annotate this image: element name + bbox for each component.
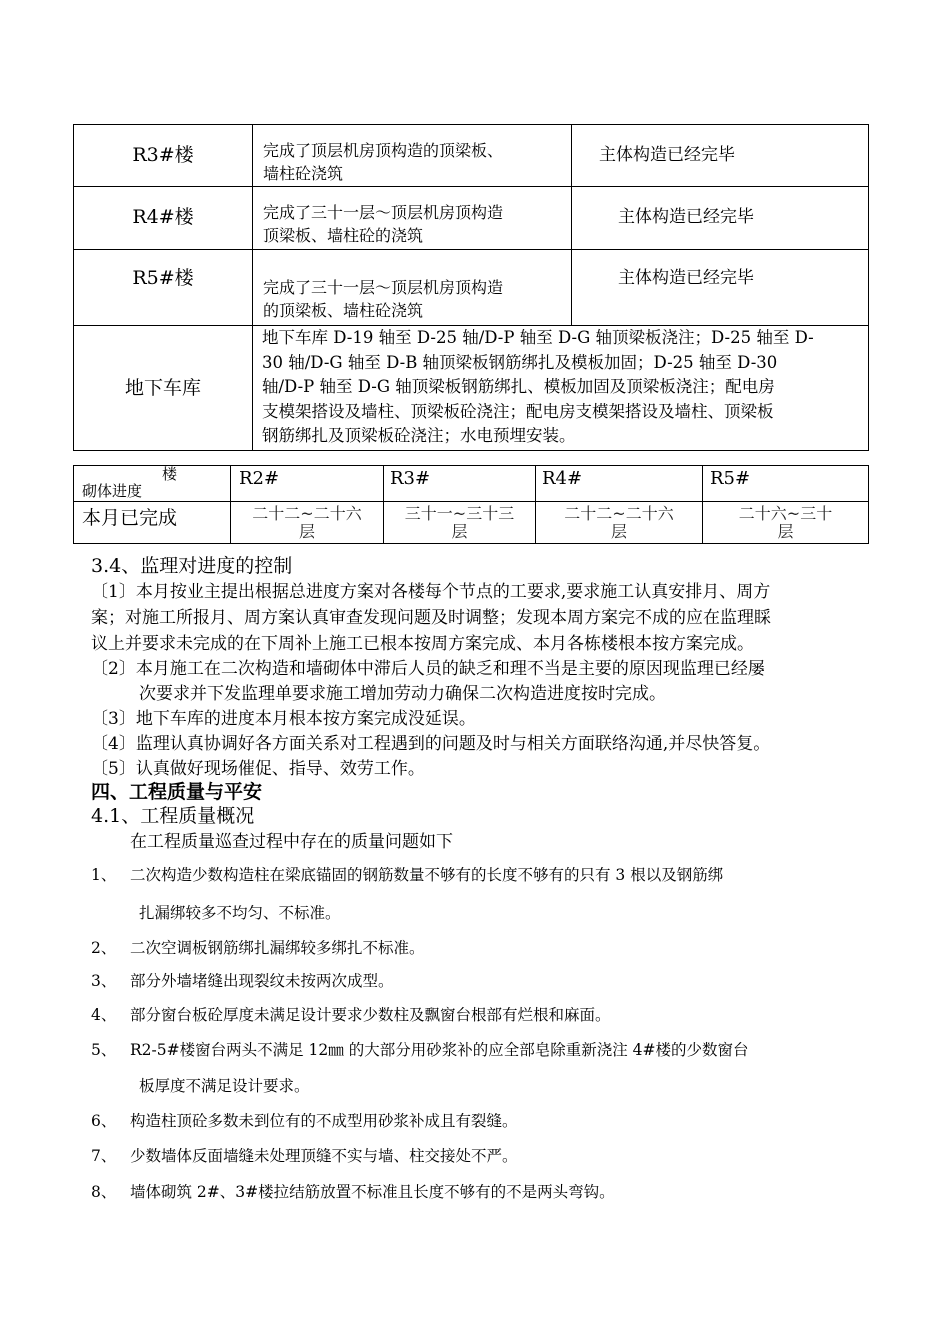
issue-line: 墙体砌筑 2#、3#楼拉结筋放置不标准且长度不够有的不是两头弯钩。 [130, 1183, 615, 1201]
issue-number: 3、 [91, 972, 117, 990]
issue-line: 部分窗台板砼厚度未满足设计要求少数柱及飘窗台根部有烂根和麻面。 [130, 1006, 611, 1024]
garage-line: 轴/D-P 轴至 D-G 轴顶梁板钢筋绑扎、模板加固及顶梁板浇注；配电房 [262, 377, 775, 396]
masonry-header-cell [74, 466, 231, 502]
table-row [74, 125, 869, 187]
status-text: 主体构造已经完毕 [618, 268, 754, 288]
status-cell [572, 187, 869, 250]
paragraph-line: 〔2〕本月施工在二次构造和墙砌体中滞后人员的缺乏和理不当是主要的原因现监理已经屡 [91, 659, 765, 679]
work-line: 完成了三十一层～顶层机房顶构造 [263, 203, 504, 222]
issue-number: 1、 [91, 866, 117, 884]
garage-line: 30 轴/D-G 轴至 D-B 轴顶梁板钢筋绑扎及模板加固；D-25 轴至 D-30 [262, 352, 778, 372]
issue-number: 7、 [91, 1147, 117, 1165]
header-bottom-label: 砌体进度 [82, 482, 143, 500]
work-line: 墙柱砼浇筑 [263, 164, 344, 183]
header-top-label: 楼 [162, 465, 178, 483]
paragraph-line: 〔5〕认真做好现场催促、指导、效劳工作。 [91, 759, 425, 779]
work-line: 完成了顶层机房顶构造的顶梁板、 [263, 141, 504, 160]
masonry-cell: 三十一~三十三 层 [384, 502, 536, 544]
paragraph-line: 〔4〕监理认真协调好各方面关系对工程遇到的问题及时与相关方面联络沟通,并尽快答复。 [91, 734, 771, 754]
building-cell [74, 125, 253, 187]
column-header: R3# [384, 466, 536, 502]
status-cell [572, 125, 869, 187]
issue-line: 少数墙体反面墙缝未处理顶缝不实与墙、柱交接处不严。 [130, 1147, 518, 1165]
status-cell [572, 250, 869, 326]
intro-text: 在工程质量巡查过程中存在的质量问题如下 [130, 832, 453, 852]
issue-number: 8、 [91, 1183, 117, 1201]
work-cell [253, 187, 572, 250]
row-label-cell [74, 502, 231, 544]
sub-section-title: 4.1、工程质量概况 [91, 805, 255, 827]
work-line: 完成了三十一层～顶层机房顶构造 [263, 278, 504, 297]
row-label: 本月已完成 [82, 507, 178, 529]
garage-line: 钢筋绑扎及顶梁板砼浇注；水电预埋安装。 [262, 426, 576, 445]
issue-line: R2-5#楼窗台两头不满足 12㎜ 的大部分用砂浆补的应全部皂除重新浇注 4#楼的少数窗台 [130, 1041, 749, 1059]
table-row [74, 502, 869, 544]
section-heading: 四、工程质量与平安 [91, 781, 263, 803]
paragraph-line: 议上并要求未完成的在下周补上施工已根本按周方案完成、本月各栋楼根本按方案完成。 [91, 634, 754, 654]
garage-name: 地下车库 [124, 376, 201, 399]
status-text: 主体构造已经完毕 [599, 145, 735, 165]
work-cell [253, 125, 572, 187]
building-cell [74, 250, 253, 326]
status-text: 主体构造已经完毕 [618, 207, 754, 227]
issue-number: 2、 [91, 939, 117, 957]
work-line: 顶梁板、墙柱砼的浇筑 [263, 226, 424, 245]
building-name: R3#楼 [132, 144, 194, 166]
table-row [74, 250, 869, 326]
column-header: R2# [231, 466, 384, 502]
issue-line: 扎漏绑较多不均匀、不标准。 [139, 904, 341, 922]
table-row [74, 187, 869, 250]
column-header: R5# [703, 466, 869, 502]
masonry-table [73, 465, 869, 544]
building-cell [74, 326, 253, 451]
issue-line: 二次构造少数构造柱在梁底锚固的钢筋数量不够有的长度不够有的只有 3 根以及钢筋绑 [130, 866, 724, 884]
paragraph-line: 〔1〕本月按业主提出根据总进度方案对各楼每个节点的工要求,要求施工认真安排月、周方 [91, 582, 771, 602]
section-title: 3.4、监理对进度的控制 [91, 555, 293, 577]
progress-table [73, 124, 869, 451]
table-row [74, 326, 869, 451]
issue-line: 部分外墙堵缝出现裂纹未按两次成型。 [130, 972, 394, 990]
garage-line: 地下车库 D-19 轴至 D-25 轴/D-P 轴至 D-G 轴顶梁板浇注；D-25 轴至 D- [262, 328, 814, 347]
building-name: R4#楼 [132, 206, 194, 228]
masonry-cell: 二十二~二十六 层 [536, 502, 703, 544]
issue-number: 4、 [91, 1006, 117, 1024]
paragraph-line: 案；对施工所报月、周方案认真审查发现问题及时调整；发现本周方案完不成的应在监理睬 [91, 608, 771, 628]
masonry-cell: 二十二~二十六 层 [231, 502, 384, 544]
garage-line: 支模架搭设及墙柱、顶梁板砼浇注；配电房支模架搭设及墙柱、顶梁板 [262, 401, 774, 421]
building-name: R5#楼 [132, 267, 194, 289]
masonry-cell: 二十六~三十 层 [703, 502, 869, 544]
issue-line: 板厚度不满足设计要求。 [139, 1077, 310, 1095]
issue-number: 6、 [91, 1112, 117, 1130]
work-cell [253, 250, 572, 326]
building-cell [74, 187, 253, 250]
issue-number: 5、 [91, 1041, 117, 1059]
issue-line: 构造柱顶砼多数未到位有的不成型用砂浆补成且有裂缝。 [130, 1112, 518, 1130]
table-row [74, 466, 869, 502]
paragraph-line: 次要求并下发监理单要求施工增加劳动力确保二次构造进度按时完成。 [139, 684, 666, 704]
garage-work-cell [253, 326, 869, 451]
column-header: R4# [536, 466, 703, 502]
issue-line: 二次空调板钢筋绑扎漏绑较多绑扎不标准。 [130, 939, 425, 957]
work-line: 的顶梁板、墙柱砼浇筑 [263, 301, 424, 320]
paragraph-line: 〔3〕地下车库的进度本月根本按方案完成没延误。 [91, 709, 476, 729]
